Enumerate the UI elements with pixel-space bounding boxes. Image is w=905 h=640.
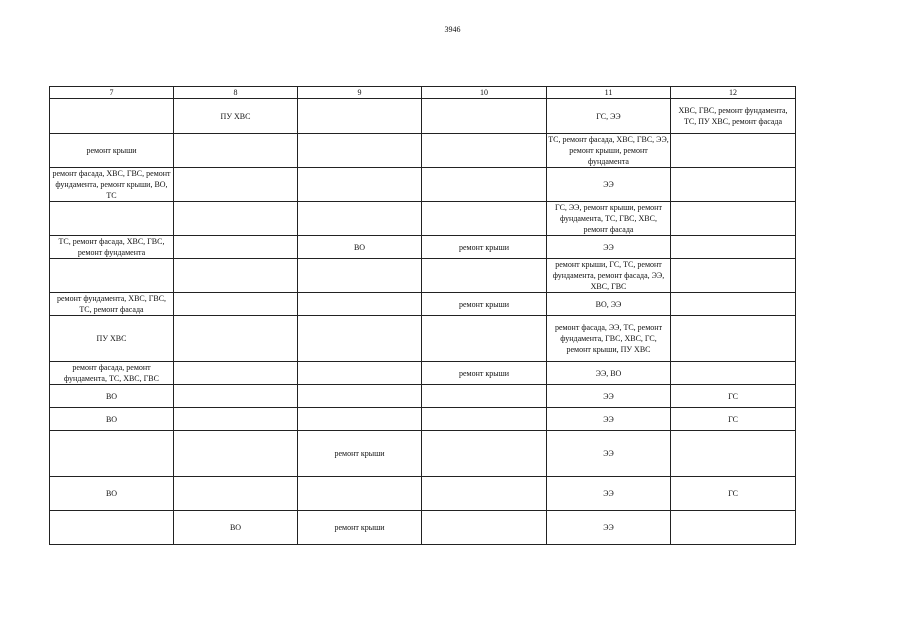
table-cell: ремонт фасада, ремонт фундамента, ТС, ХВС, ГВС <box>50 362 174 385</box>
table-row <box>50 477 796 511</box>
table-row <box>50 168 796 202</box>
table-cell: ВО <box>50 408 174 431</box>
page-number: 3946 <box>444 25 461 34</box>
table-cell: ПУ ХВС <box>50 316 174 362</box>
table-cell <box>50 511 174 545</box>
table-cell: ремонт крыши <box>422 236 547 259</box>
table-row <box>50 202 796 236</box>
table-cell: ГС <box>671 477 796 511</box>
table-row <box>50 385 796 408</box>
table-cell <box>174 293 298 316</box>
table-cell <box>298 168 422 202</box>
table-cell <box>50 259 174 293</box>
table-cell <box>298 316 422 362</box>
header-cell-col-7: 7 <box>50 87 174 99</box>
table-cell: ПУ ХВС <box>174 99 298 134</box>
table-cell: ремонт крыши <box>298 431 422 477</box>
table-cell <box>50 431 174 477</box>
table-cell <box>174 134 298 168</box>
table-row <box>50 134 796 168</box>
table-cell <box>422 168 547 202</box>
table-cell: ВО <box>298 236 422 259</box>
table-cell: ЭЭ <box>547 385 671 408</box>
table-cell <box>422 477 547 511</box>
table-cell: ремонт фасада, ЭЭ, ТС, ремонт фундамента, ГВС, ХВС, ГС, ремонт крыши, ПУ ХВС <box>547 316 671 362</box>
table-cell <box>298 99 422 134</box>
table-cell <box>422 316 547 362</box>
table-cell <box>422 431 547 477</box>
table-cell: ГС, ЭЭ, ремонт крыши, ремонт фундамента, ТС, ГВС, ХВС, ремонт фасада <box>547 202 671 236</box>
table-cell: ТС, ремонт фасада, ХВС, ГВС, ЭЭ, ремонт крыши, ремонт фундамента <box>548 135 669 166</box>
table-row <box>50 316 796 362</box>
table-cell: ВО, ЭЭ <box>547 293 671 316</box>
table-cell <box>174 168 298 202</box>
table-cell <box>671 293 796 316</box>
table-cell: ВО <box>174 511 298 545</box>
table-cell: ХВС, ГВС, ремонт фундамента, ТС, ПУ ХВС, ремонт фасада <box>671 99 796 134</box>
table-cell <box>422 259 547 293</box>
table-cell <box>298 202 422 236</box>
table-cell <box>174 408 298 431</box>
header-cell-col-8: 8 <box>174 87 298 99</box>
header-row <box>50 87 796 99</box>
table-cell: ремонт крыши <box>422 293 547 316</box>
table-cell: ремонт крыши <box>298 511 422 545</box>
table-cell <box>298 293 422 316</box>
table-cell: ремонт крыши, ГС, ТС, ремонт фундамента, ремонт фасада, ЭЭ, ХВС, ГВС <box>547 259 671 293</box>
table-cell <box>50 202 174 236</box>
table-cell <box>174 316 298 362</box>
table-cell <box>298 385 422 408</box>
table-cell <box>174 236 298 259</box>
table-cell <box>671 362 796 385</box>
table-row <box>50 259 796 293</box>
table-cell <box>671 134 796 168</box>
table-row <box>50 511 796 545</box>
table-cell: ремонт крыши <box>422 362 547 385</box>
table-cell: ВО <box>50 477 174 511</box>
header-cell-col-9: 9 <box>298 87 422 99</box>
table-cell <box>671 236 796 259</box>
table-cell <box>174 362 298 385</box>
table-cell: ГС <box>671 408 796 431</box>
table-cell <box>174 202 298 236</box>
table-row <box>50 236 796 259</box>
table-row <box>50 99 796 134</box>
table-cell: ГС, ЭЭ <box>547 99 671 134</box>
table-cell <box>174 477 298 511</box>
table-cell <box>298 477 422 511</box>
table-cell: ЭЭ <box>547 511 671 545</box>
table-cell <box>298 259 422 293</box>
table-cell <box>671 431 796 477</box>
header-cell-col-12: 12 <box>671 87 796 99</box>
table-cell <box>174 431 298 477</box>
table-cell <box>671 316 796 362</box>
table-cell <box>422 408 547 431</box>
table-cell: ТС, ремонт фасада, ХВС, ГВС, ремонт фундамента <box>50 236 174 259</box>
table-cell <box>671 259 796 293</box>
table-cell <box>50 99 174 134</box>
table-cell <box>298 362 422 385</box>
header-cell-col-10: 10 <box>422 87 547 99</box>
table-row <box>50 431 796 477</box>
table-cell: ЭЭ, ВО <box>547 362 671 385</box>
table-cell <box>174 259 298 293</box>
table-cell: ЭЭ <box>547 236 671 259</box>
table-cell: ГС <box>671 385 796 408</box>
table-row <box>50 293 796 316</box>
table-cell: ремонт крыши <box>50 134 174 168</box>
table-cell: ЭЭ <box>547 477 671 511</box>
table-cell: ЭЭ <box>547 408 671 431</box>
table-cell: ЭЭ <box>547 168 671 202</box>
table-cell: ВО <box>50 385 174 408</box>
table-cell: ремонт фундамента, ХВС, ГВС, ТС, ремонт фасада <box>50 293 174 316</box>
table-cell: ЭЭ <box>547 431 671 477</box>
header-cell-col-11: 11 <box>547 87 671 99</box>
table-row <box>50 408 796 431</box>
table-cell <box>671 202 796 236</box>
table-cell <box>298 134 422 168</box>
table-cell <box>422 385 547 408</box>
data-table <box>49 86 796 545</box>
table-cell <box>422 134 547 168</box>
table-cell <box>174 385 298 408</box>
table-cell <box>422 99 547 134</box>
table-cell <box>422 202 547 236</box>
table-cell <box>671 168 796 202</box>
table-cell <box>671 511 796 545</box>
table-row <box>50 362 796 385</box>
table-cell <box>422 511 547 545</box>
table-cell: ремонт фасада, ХВС, ГВС, ремонт фундамента, ремонт крыши, ВО, ТС <box>50 168 174 202</box>
table-cell <box>298 408 422 431</box>
